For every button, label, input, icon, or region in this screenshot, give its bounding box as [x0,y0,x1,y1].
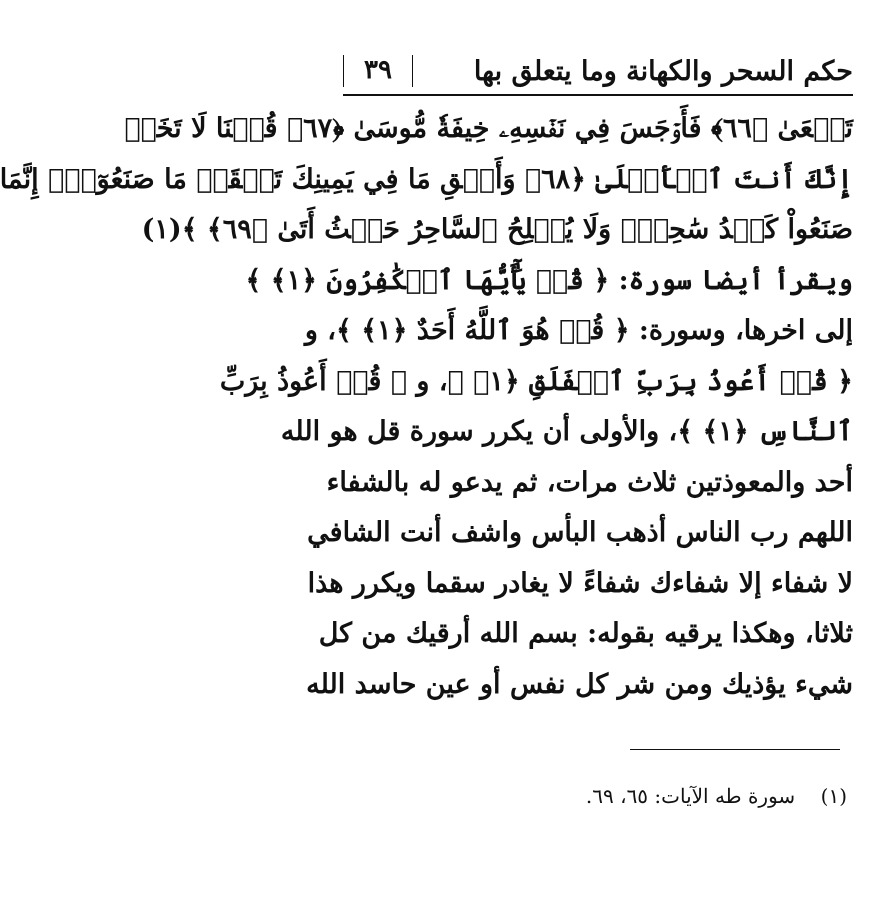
header-rule [343,94,853,96]
page-header [343,48,853,94]
running-title: حكم السحر والكهانة وما يتعلق بها [473,55,853,87]
text-line: صَنَعُواْ كَيۡدُ سَٰحِرٖۖ وَلَا يُفۡلِحُ ٱلسَّاحِرُ حَيۡثُ أَتَىٰ ﴿٦٩﴾ ﴾(١) [141,214,853,245]
text-line: اللهم رب الناس أذهب البأس واشف أنت الشافي [307,517,853,548]
footnote [337,780,847,812]
footnote-marker: (١) [820,784,847,808]
text-line: لا شفاء إلا شفاءك شفاءً لا يغادر سقما ويكرر هذا [307,567,853,599]
text-line: ﴿ قُلۡ أَعُوذُ بِرَبِّ ٱلۡفَلَقِ ﴿١﴾ ﴾، و ﴿ قُلۡ أَعُوذُ بِرَبِّ [219,365,853,397]
text-line: شيء يؤذيك ومن شر كل نفس أو عين حاسد الله [306,668,853,700]
text-line: ويقرأ أيضا سورة: ﴿ قُلۡ يَٰٓأَيُّهَا ٱلۡكَٰفِرُونَ ﴿١﴾ ﴾ [245,264,853,296]
text-line: إِنَّكَ أَنتَ ٱلۡأَعۡلَىٰ ﴿٦٨﴾ وَأَلۡقِ مَا فِي يَمِينِكَ تَلۡقَفۡ مَا صَنَعُوٓاْۖ إِنَّمَا [0,163,853,195]
page-number: ٣٩ [343,55,413,87]
text-line: تَسۡعَىٰ ﴿٦٦﴾ فَأَوۡجَسَ فِي نَفۡسِهِۦ خِيفَةٗ مُّوسَىٰ ﴿٦٧﴾ قُلۡنَا لَا تَخَفۡ [124,113,853,144]
text-line: أحد والمعوذتين ثلاث مرات، ثم يدعو له بالشفاء [326,466,853,498]
text-line: ٱلنَّاسِ ﴿١﴾ ﴾، والأولى أن يكرر سورة قل هو الله [280,416,853,447]
text-line: ثلاثا، وهكذا يرقيه بقوله: بسم الله أرقيك من كل [318,618,853,649]
main-text [0,104,853,710]
footnote-separator [630,749,840,750]
footnote-text: سورة طه الآيات: ٦٥، ٦٩. [585,784,796,808]
text-line: إلى اخرها، وسورة: ﴿ قُلۡ هُوَ ٱللَّهُ أَحَدٌ ﴿١﴾ ﴾، و [304,315,853,346]
